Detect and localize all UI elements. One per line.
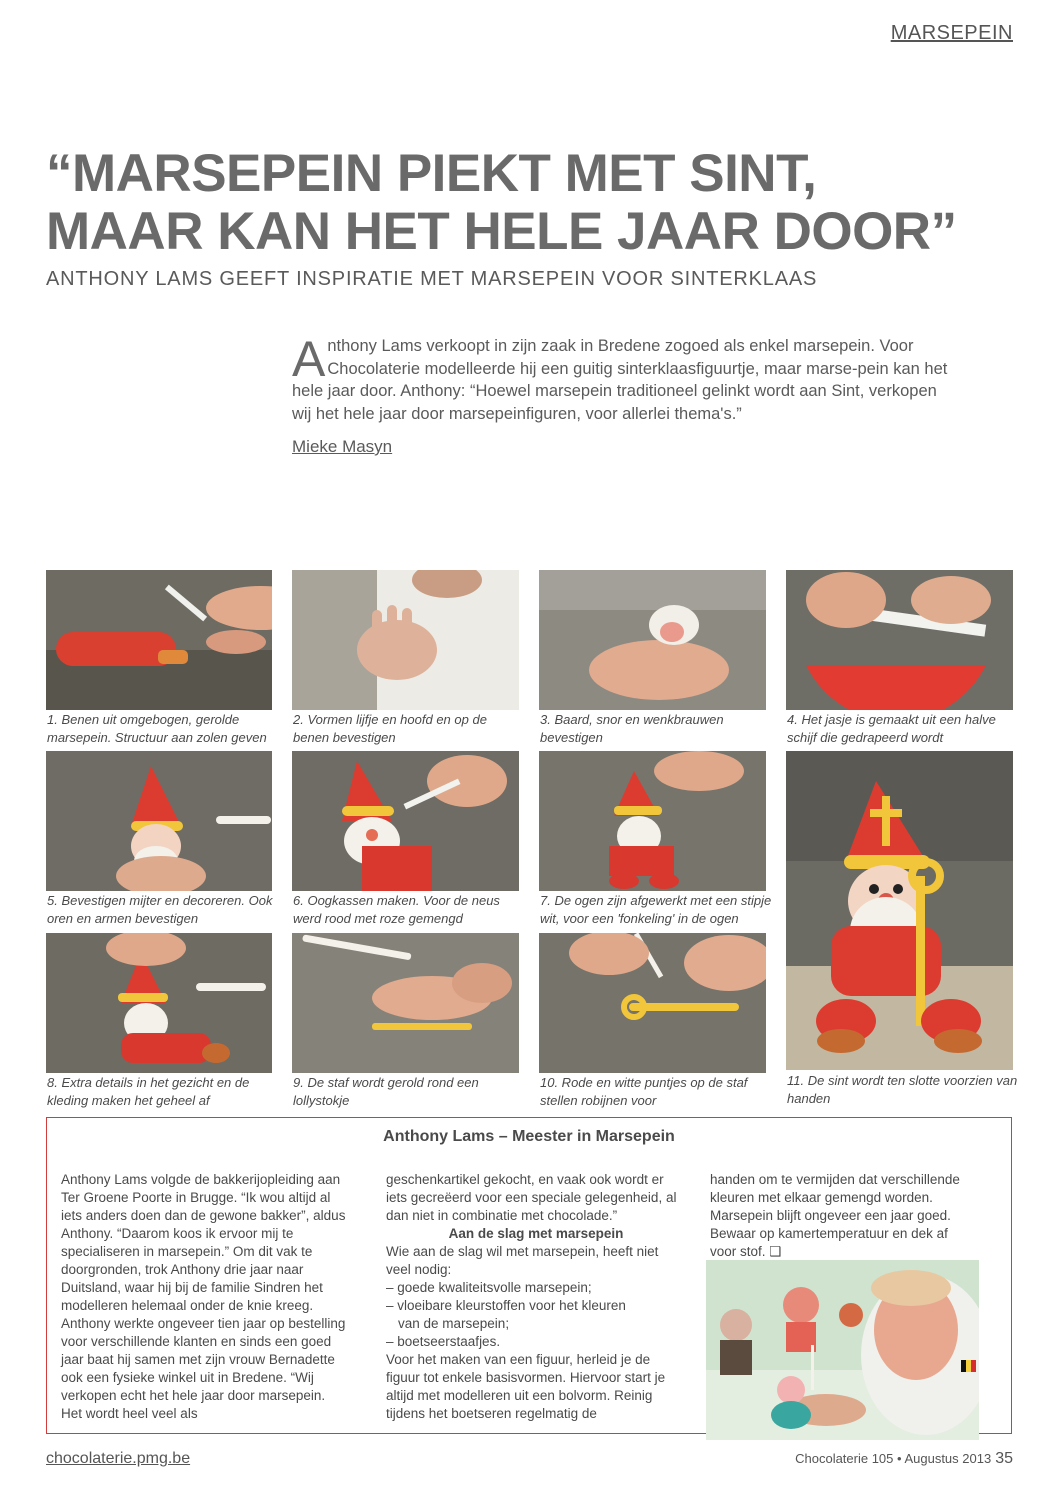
step-photo-6: [292, 751, 519, 891]
box-col2-intro: Wie aan de slag wil met marsepein, heeft niet veel nodig:: [386, 1244, 659, 1277]
box-column-2: [386, 1171, 686, 1423]
box-subheading: Aan de slag met marsepein: [448, 1226, 624, 1241]
step-caption-7: 7. De ogen zijn afgewerkt met een stipje wit, voor een 'fonkeling' in de ogen: [540, 893, 772, 926]
box-col3-text: handen om te vermijden dat verschillende kleuren met elkaar gemengd worden. Marsepein blijft ongeveer een jaar goed. Bewaar op kamertemperatuur en dek af voor stof. ❑: [710, 1172, 960, 1259]
box-column-3: [710, 1171, 975, 1261]
headline-line-2: MAAR KAN HET HELE JAAR DOOR”: [46, 202, 957, 261]
box-list-item: – goede kwaliteitsvolle marsepein;: [386, 1280, 592, 1295]
dropcap: A: [292, 331, 326, 387]
step-photo-2: [292, 570, 519, 710]
step-caption-8: 8. Extra details in het gezicht en de kleding maken het geheel af: [47, 1075, 250, 1108]
issue-info: Chocolaterie 105 • Augustus 2013: [795, 1451, 992, 1466]
box-col2-bottom: Voor het maken van een figuur, herleid je de figuur tot enkele basisvormen. Hiervoor start je altijd met modelleren uit een bolvorm. Reinig tijdens het boetseren regelmatig de: [386, 1352, 666, 1421]
step-photo-10: [539, 933, 766, 1073]
intro-paragraph: [292, 331, 952, 425]
headline: [46, 145, 1026, 261]
step-photo-11: [786, 751, 1013, 1070]
step-caption-5: 5. Bevestigen mijter en decoreren. Ook oren en armen bevestigen: [47, 893, 273, 926]
step-caption-3: 3. Baard, snor en wenkbrauwen bevestigen: [540, 712, 724, 745]
footer-meta: [795, 1450, 1013, 1468]
box-col1-text: Anthony Lams volgde de bakkerijopleiding aan Ter Groene Poorte in Brugge. “Ik wou altijd al iets anders doen dan de gewone bakker”, aldus Anthony. “Daarom koos ik ervoor mij te specialiseren in marsepein.” Om dit vak te doorgronden, trok Anthony drie jaar naar Duitsland, waar hij bij de familie Sindren het modelleren helemaal onder de knie kreeg. Anthony werkte ongeveer tien jaar op bestelling voor verschillende klanten en sinds een goed jaar baat hij samen met zijn vrouw Bernadette ook een fysieke winkel uit in Bredene. “Wij verkopen echt het hele jaar door marsepein. Het wordt heel veel als: [61, 1172, 346, 1421]
step-photo-9: [292, 933, 519, 1073]
footer-url[interactable]: chocolaterie.pmg.be: [46, 1450, 191, 1467]
step-caption-6: 6. Oogkassen maken. Voor de neus werd rood met roze gemengd: [293, 893, 500, 926]
step-photo-4: [786, 570, 1013, 710]
subheadline: ANTHONY LAMS GEEFT INSPIRATIE MET MARSEPEIN VOOR SINTERKLAAS: [46, 268, 818, 290]
intro-text: nthony Lams verkoopt in zijn zaak in Bredene zogoed als enkel marsepein. Voor Chocolaterie modelleerde hij een guitig sinterklaasfiguurtje, maar marse-pein kan het hele jaar door. Anthony: “Hoewel marsepein traditioneel gelinkt wordt aan Sint, verkopen wij het hele jaar door marsepeinfiguren, voor allerlei thema's.”: [292, 337, 948, 423]
step-caption-2: 2. Vormen lijfje en hoofd en op de benen bevestigen: [293, 712, 487, 745]
box-list-item: – boetseerstaafjes.: [386, 1334, 501, 1349]
step-photo-1: [46, 570, 272, 710]
anthony-lams-portrait: [706, 1260, 979, 1440]
box-col2-top: geschenkartikel gekocht, en vaak ook wordt er iets gecreëerd voor een speciale gelegenheid, al dan niet in combinatie met chocolade.”: [386, 1172, 677, 1223]
headline-line-1: “MARSEPEIN PIEKT MET SINT,: [46, 144, 817, 203]
step-caption-4: 4. Het jasje is gemaakt uit een halve schijf die gedrapeerd wordt: [787, 712, 996, 745]
step-caption-9: 9. De staf wordt gerold rond een lollystokje: [293, 1075, 479, 1108]
box-list-item: – vloeibare kleurstoffen voor het kleuren: [386, 1298, 626, 1313]
box-title: Anthony Lams – Meester in Marsepein: [383, 1128, 675, 1145]
step-caption-11: 11. De sint wordt ten slotte voorzien van handen: [787, 1073, 1018, 1106]
step-caption-10: 10. Rode en witte puntjes op de staf stellen robijnen voor: [540, 1075, 748, 1108]
step-photo-7: [539, 751, 766, 891]
box-column-1: [61, 1171, 346, 1423]
step-photo-5: [46, 751, 272, 891]
section-label: MARSEPEIN: [890, 22, 1013, 44]
box-list-item: van de marsepein;: [398, 1316, 510, 1331]
step-photo-3: [539, 570, 766, 710]
step-caption-1: 1. Benen uit omgebogen, gerolde marsepein. Structuur aan zolen geven: [47, 712, 267, 745]
sidebar-box: [46, 1117, 1012, 1434]
page-number: 35: [995, 1450, 1013, 1467]
step-photo-8: [46, 933, 272, 1073]
author-byline: Mieke Masyn: [292, 437, 393, 456]
